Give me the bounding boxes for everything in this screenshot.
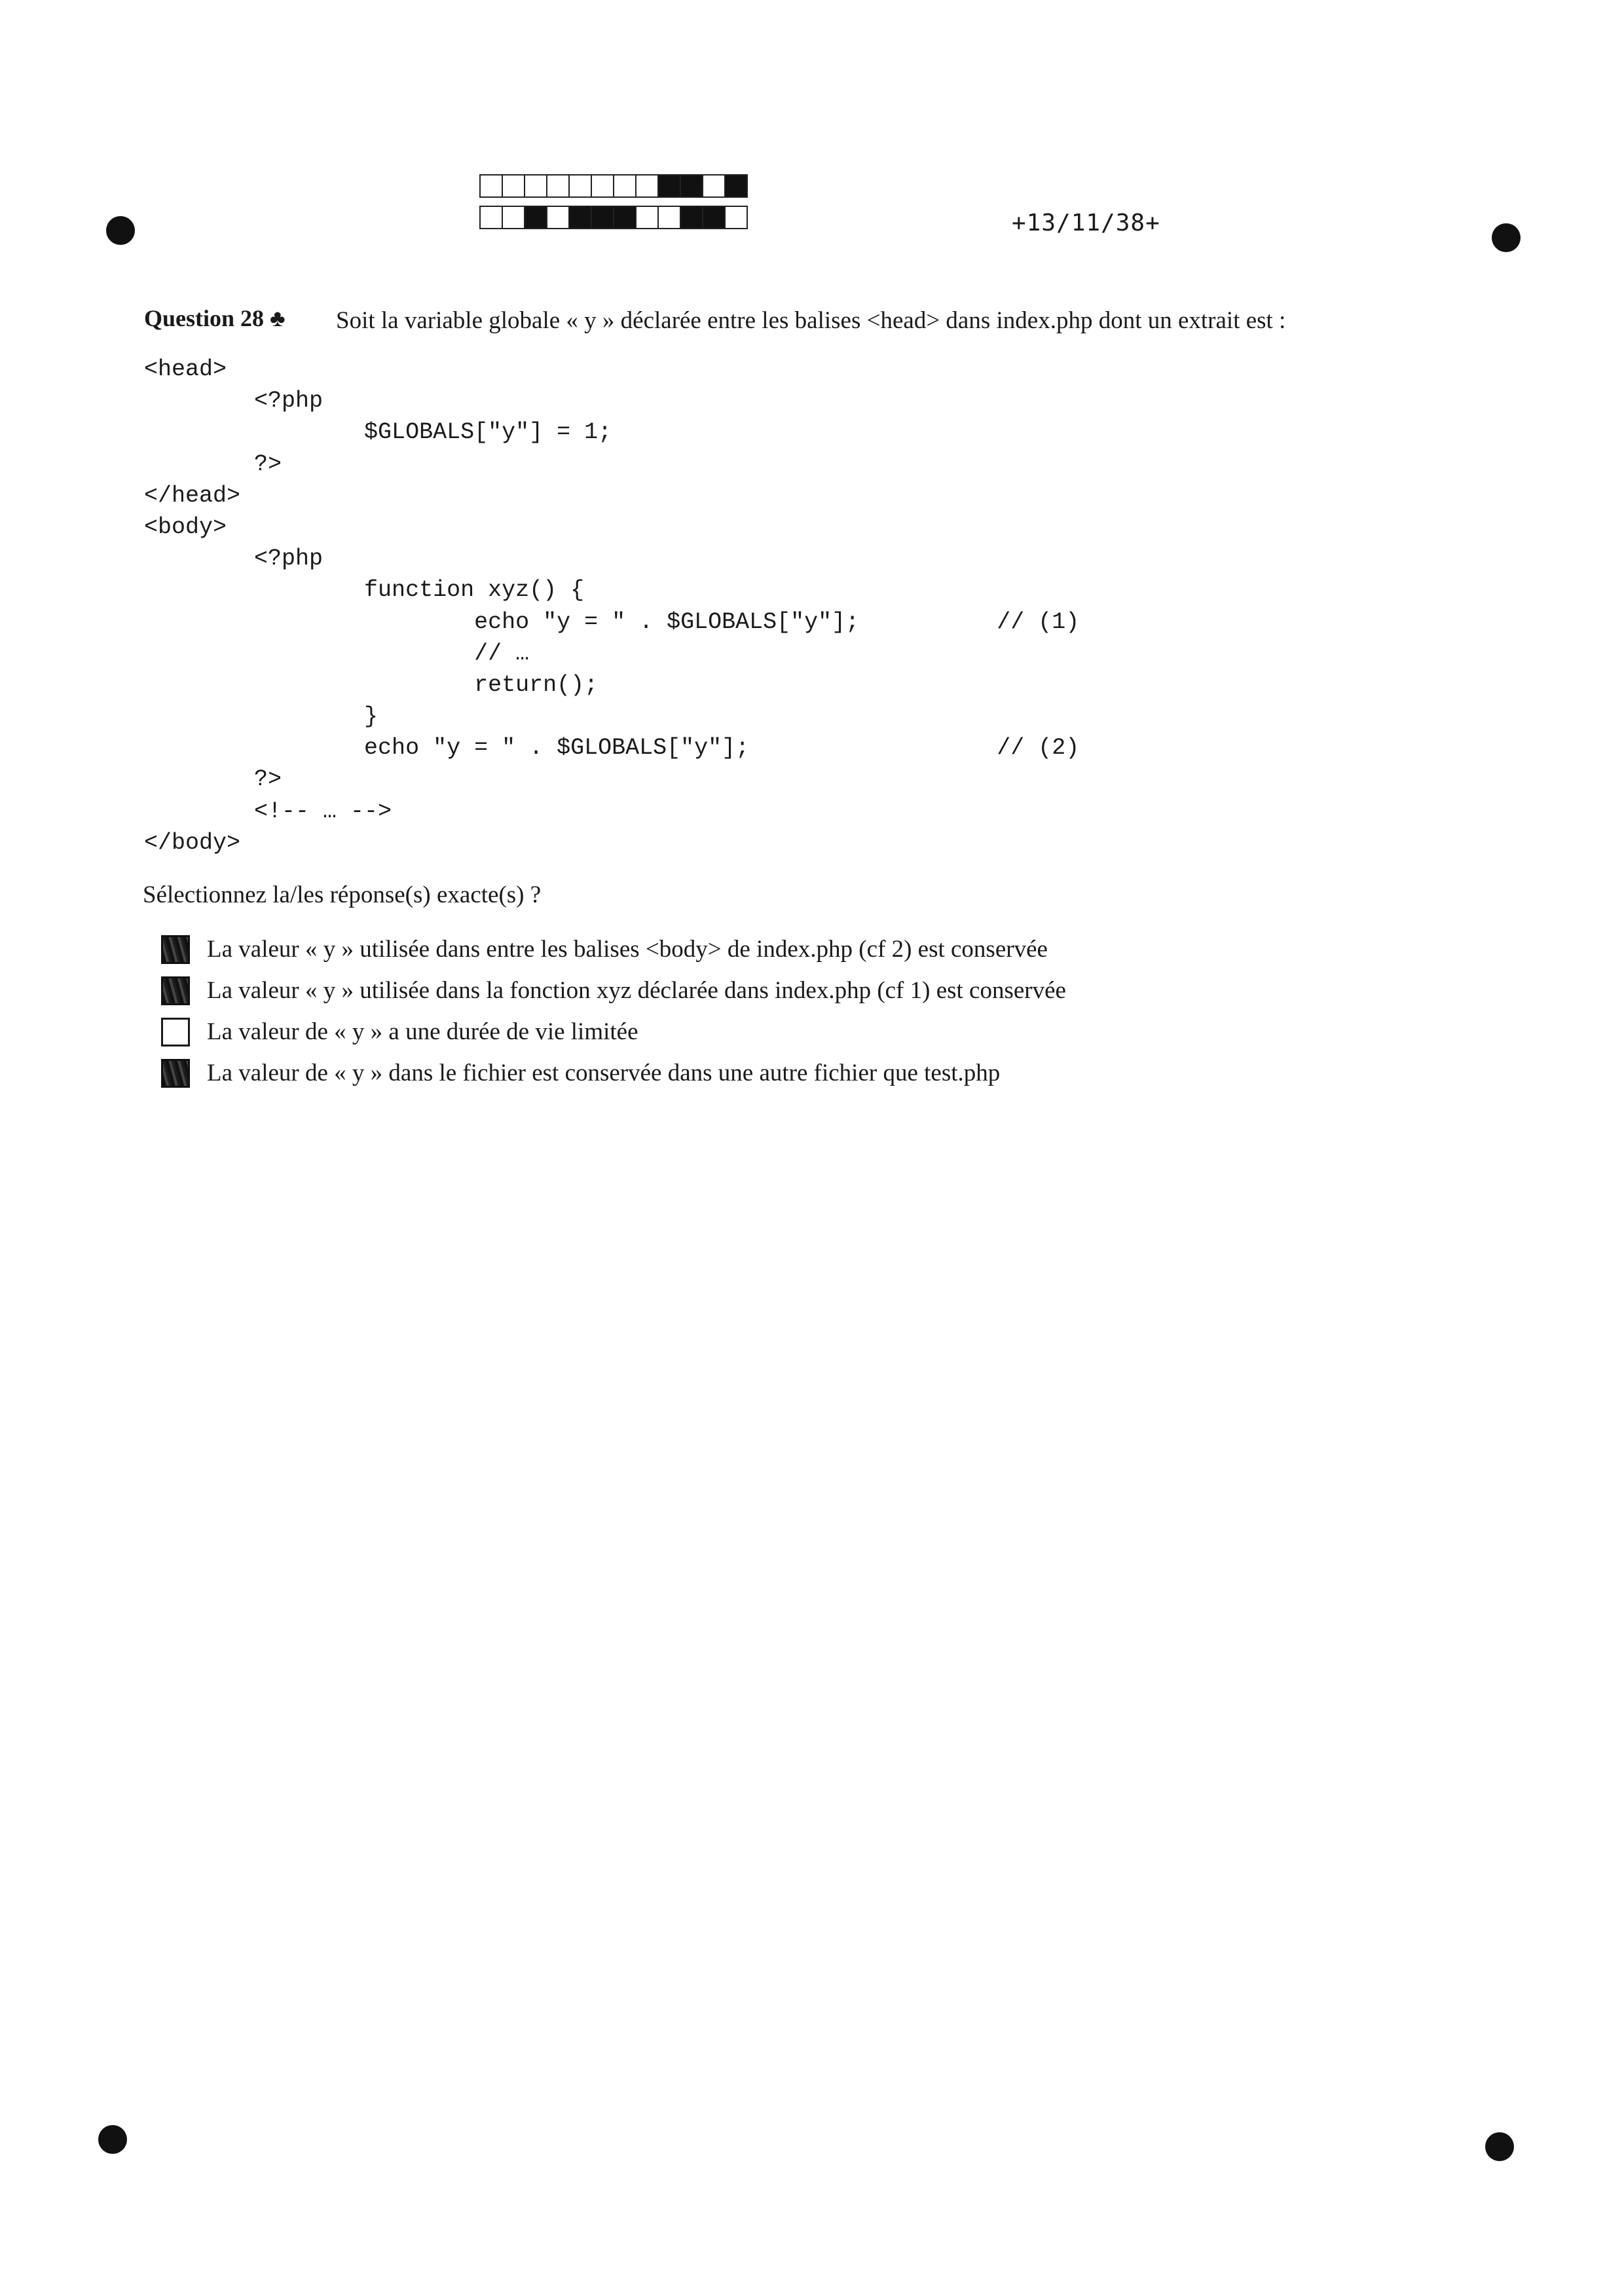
code-line: echo "y = " . $GLOBALS["y"]; // (2) xyxy=(144,735,1080,762)
barcode-row-top xyxy=(479,174,747,198)
code-line: </body> xyxy=(144,829,241,856)
checkbox-checked[interactable] xyxy=(161,976,190,1005)
barcode-cell xyxy=(568,174,592,198)
answer-text: La valeur « y » utilisée dans entre les balises <body> de index.php (cf 2) est conservée xyxy=(207,936,1048,963)
barcode-cell xyxy=(502,206,525,229)
barcode-cell xyxy=(546,174,570,198)
corner-mark-top-left xyxy=(106,216,135,245)
checkbox-unchecked[interactable] xyxy=(161,1018,190,1046)
barcode-cell xyxy=(680,174,703,198)
question-number: Question 28 xyxy=(144,305,265,331)
barcode-cell xyxy=(702,206,726,229)
club-icon: ♣ xyxy=(270,305,286,331)
barcode-cell xyxy=(568,206,592,229)
answer-text: La valeur de « y » dans le fichier est conservée dans une autre fichier que test.php xyxy=(207,1060,1001,1086)
barcode-cell xyxy=(591,174,614,198)
answer-option[interactable] xyxy=(161,1052,1066,1094)
code-line: <!-- … --> xyxy=(144,798,392,824)
barcode-cell xyxy=(591,206,614,229)
barcode-cell xyxy=(635,206,659,229)
barcode-cell xyxy=(724,174,748,198)
answer-option[interactable] xyxy=(161,970,1066,1011)
code-line: function xyz() { xyxy=(144,577,585,604)
question-text: Soit la variable globale « y » déclarée entre les balises <head> dans index.php dont un extrait est : xyxy=(336,307,1286,334)
barcode-cell xyxy=(657,174,681,198)
answer-option[interactable] xyxy=(161,929,1066,970)
barcode-cell xyxy=(724,206,748,229)
code-line: // … xyxy=(144,640,530,667)
answer-text: La valeur de « y » a une durée de vie limitée xyxy=(207,1018,638,1045)
barcode-cell xyxy=(657,206,681,229)
code-line: $GLOBALS["y"] = 1; xyxy=(144,419,612,446)
corner-mark-bottom-left xyxy=(98,2125,127,2154)
checkbox-checked[interactable] xyxy=(161,935,190,964)
code-line: ?> xyxy=(144,451,282,477)
barcode-cell xyxy=(479,174,503,198)
corner-mark-bottom-right xyxy=(1485,2132,1514,2161)
code-line: } xyxy=(144,703,378,730)
answer-option[interactable] xyxy=(161,1011,1066,1052)
barcode-cell xyxy=(635,174,659,198)
code-line: <?php xyxy=(144,546,323,572)
answer-prompt: Sélectionnez la/les réponse(s) exacte(s) ? xyxy=(143,881,542,908)
code-line: return(); xyxy=(144,671,599,698)
code-line: <head> xyxy=(144,356,227,382)
code-line: echo "y = " . $GLOBALS["y"]; // (1) xyxy=(144,608,1080,635)
code-line: <?php xyxy=(144,388,323,415)
barcode-cell xyxy=(546,206,570,229)
question-label xyxy=(144,305,286,332)
checkbox-checked[interactable] xyxy=(161,1059,190,1088)
answer-list xyxy=(161,929,1066,1094)
barcode-cell xyxy=(613,206,637,229)
barcode-cell xyxy=(524,206,547,229)
barcode-cell xyxy=(479,206,503,229)
code-block xyxy=(144,354,1079,859)
code-line: <body> xyxy=(144,513,227,540)
barcode-cell xyxy=(524,174,547,198)
answer-text: La valeur « y » utilisée dans la fonction xyz déclarée dans index.php (cf 1) est conservée xyxy=(207,977,1066,1004)
barcode-cell xyxy=(680,206,703,229)
barcode-cell xyxy=(702,174,726,198)
barcode-cell xyxy=(613,174,637,198)
corner-mark-top-right xyxy=(1492,223,1521,252)
code-line: ?> xyxy=(144,766,282,793)
barcode-cell xyxy=(502,174,525,198)
code-line: </head> xyxy=(144,482,241,509)
barcode-row-bottom xyxy=(479,206,747,229)
page-id: +13/11/38+ xyxy=(1012,210,1160,236)
